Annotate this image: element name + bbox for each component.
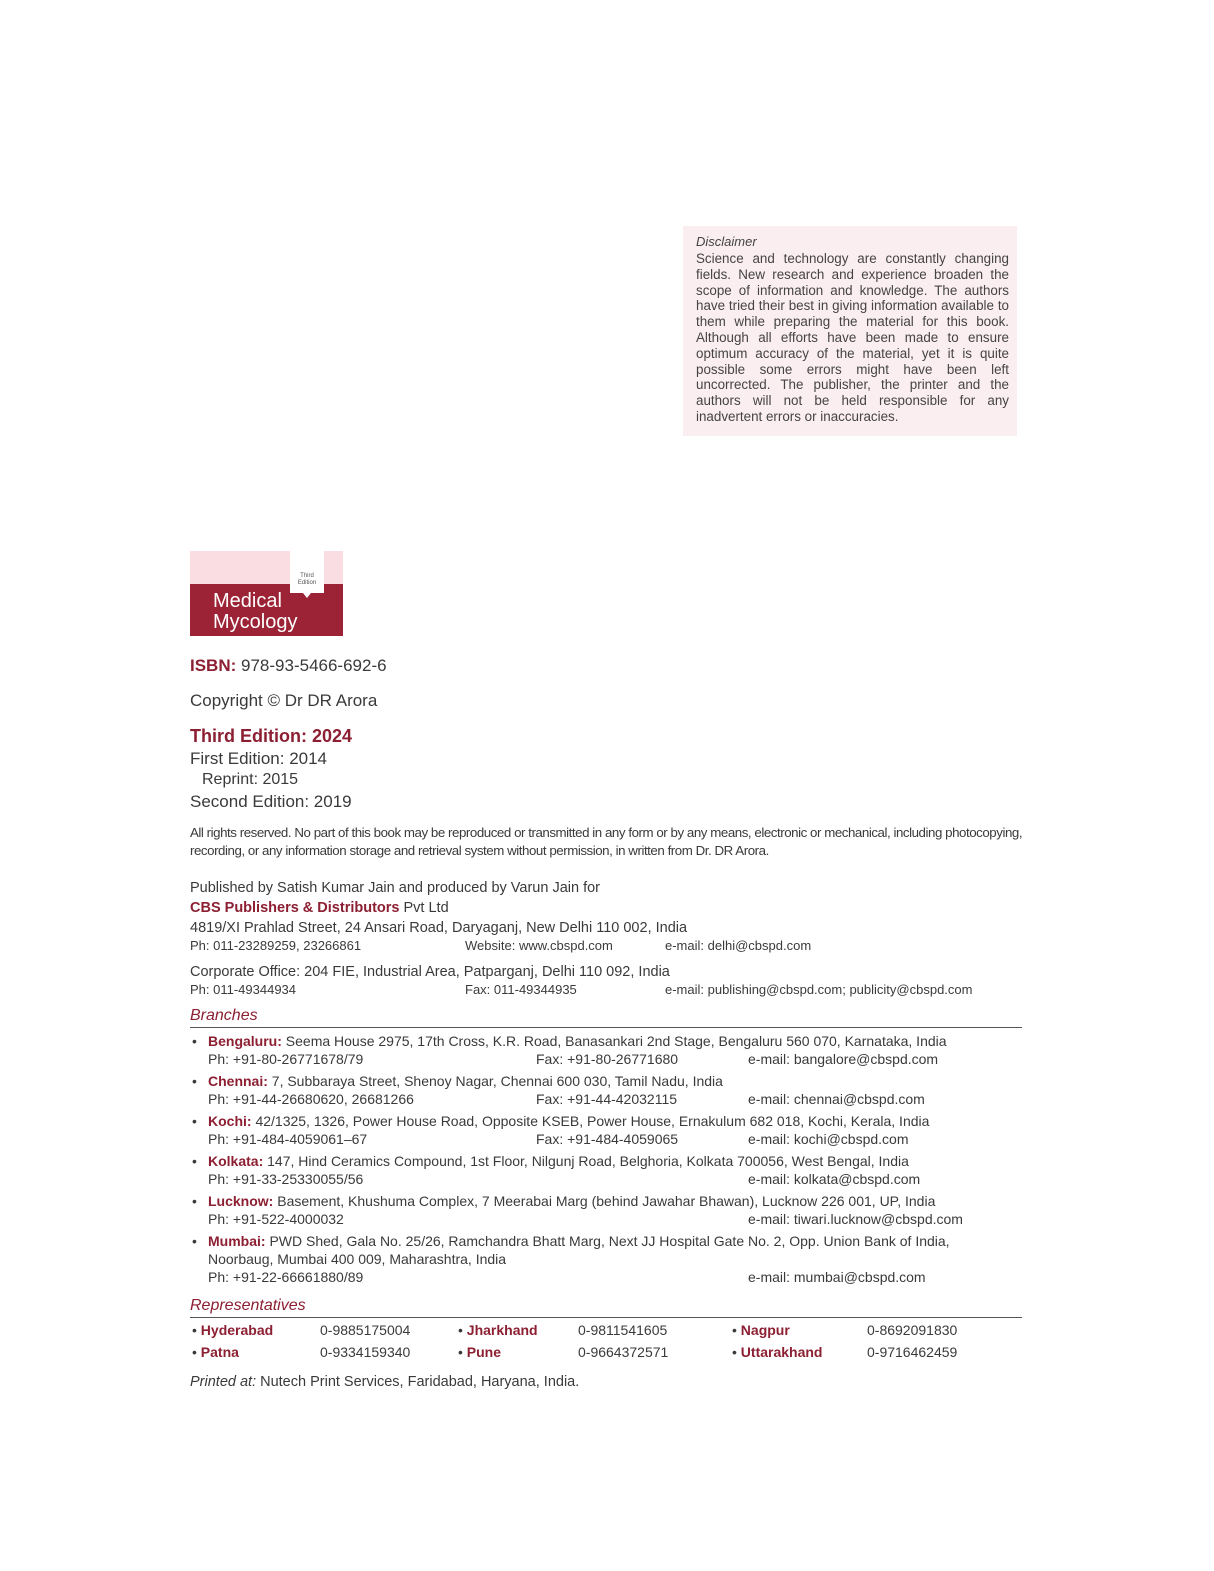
bullet-icon: • <box>192 1153 197 1169</box>
corporate-contact-row <box>190 982 1030 998</box>
publisher-contact-row <box>190 938 1030 954</box>
logo-title-line2: Mycology <box>213 611 298 633</box>
disclaimer-title: Disclaimer <box>696 234 757 249</box>
printed-at-label: Printed at: <box>190 1374 257 1390</box>
publisher-phone: Ph: 011-23289259, 23266861 <box>190 938 362 953</box>
representatives-heading: Representatives <box>190 1297 306 1314</box>
isbn-value: 978-93-5466-692-6 <box>241 656 387 675</box>
printed-at <box>190 1374 579 1390</box>
corporate-email[interactable]: e-mail: publishing@cbspd.com; publicity@cbspd.com <box>665 982 973 997</box>
branch-name: Mumbai: <box>208 1233 266 1249</box>
reprint: Reprint: 2015 <box>202 771 299 788</box>
branch-email[interactable]: e-mail: chennai@cbspd.com <box>748 1091 925 1107</box>
publisher-name-line <box>190 898 1030 918</box>
rep-item: • Hyderabad <box>192 1322 274 1338</box>
disclaimer-box <box>683 226 1017 436</box>
branch-address: Seema House 2975, 17th Cross, K.R. Road, Banasankari 2nd Stage, Bengaluru 560 070, Karnataka, India <box>281 1033 947 1049</box>
branch-phone: Ph: +91-44-26680620, 26681266 <box>208 1091 414 1107</box>
publisher-email[interactable]: e-mail: delhi@cbspd.com <box>665 938 812 953</box>
bullet-icon: • <box>192 1073 197 1089</box>
edition-tab <box>290 551 324 593</box>
bullet-icon: • <box>192 1233 197 1249</box>
rep-name: Uttarakhand <box>740 1344 823 1360</box>
branch-address: PWD Shed, Gala No. 25/26, Ramchandra Bhatt Marg, Next JJ Hospital Gate No. 2, Opp. Union Bank of India, Noorbaug, Mumbai 400 009, Maharashtra, India <box>208 1233 950 1267</box>
branches-heading: Branches <box>190 1007 258 1024</box>
branch-item <box>190 1032 1030 1068</box>
printed-at-value: Nutech Print Services, Faridabad, Haryana, India. <box>256 1374 580 1390</box>
branch-phone: Ph: +91-484-4059061–67 <box>208 1131 368 1147</box>
branch-address: 147, Hind Ceramics Compound, 1st Floor, Nilgunj Road, Belghoria, Kolkata 700056, West Bengal, India <box>263 1153 909 1169</box>
current-edition: Third Edition: 2024 <box>190 726 353 746</box>
rep-item: • Uttarakhand <box>732 1344 823 1360</box>
branches-divider <box>190 1027 1022 1028</box>
branch-fax: Fax: +91-44-42032115 <box>536 1091 678 1107</box>
branch-item <box>190 1112 1030 1148</box>
branch-email[interactable]: e-mail: bangalore@cbspd.com <box>748 1051 939 1067</box>
second-edition: Second Edition: 2019 <box>190 791 352 811</box>
branch-name: Kolkata: <box>208 1153 264 1169</box>
rep-name: Nagpur <box>740 1322 790 1338</box>
rep-phone: 0-9664372571 <box>578 1344 669 1360</box>
branch-name: Kochi: <box>208 1113 252 1129</box>
branch-email[interactable]: e-mail: kolkata@cbspd.com <box>748 1171 921 1187</box>
branch-item <box>190 1152 1030 1188</box>
logo-title-line1: Medical <box>213 590 282 612</box>
branch-item <box>190 1192 1030 1228</box>
rep-phone: 0-9334159340 <box>320 1344 411 1360</box>
branch-address: Basement, Khushuma Complex, 7 Meerabai Marg (behind Jawahar Bhawan), Lucknow 226 001, UP, India <box>273 1193 936 1209</box>
publisher-website[interactable]: Website: www.cbspd.com <box>465 938 613 953</box>
representatives-divider <box>190 1317 1022 1318</box>
branch-address: 7, Subbaraya Street, Shenoy Nagar, Chennai 600 030, Tamil Nadu, India <box>267 1073 723 1089</box>
rep-item: • Nagpur <box>732 1322 790 1338</box>
branch-phone: Ph: +91-22-66661880/89 <box>208 1269 364 1285</box>
rep-phone: 0-9811541605 <box>578 1322 668 1338</box>
branch-item <box>190 1232 1030 1286</box>
rep-name: Patna <box>200 1344 239 1360</box>
publisher-suffix: Pvt Ltd <box>399 900 449 916</box>
branch-email[interactable]: e-mail: tiwari.lucknow@cbspd.com <box>748 1211 963 1227</box>
publisher-address: 4819/XI Prahlad Street, 24 Ansari Road, Daryaganj, New Delhi 110 002, India <box>190 920 688 936</box>
rep-name: Hyderabad <box>200 1322 274 1338</box>
isbn-label: ISBN: <box>190 656 237 675</box>
rep-item: • Pune <box>458 1344 502 1360</box>
logo-title <box>213 591 297 633</box>
publisher-info <box>190 878 1030 998</box>
branch-fax: Fax: +91-80-26771680 <box>536 1051 679 1067</box>
publisher-line: Published by Satish Kumar Jain and produced by Varun Jain for <box>190 880 601 896</box>
first-edition: First Edition: 2014 <box>190 748 328 768</box>
book-logo <box>190 551 343 636</box>
branch-item <box>190 1072 1030 1108</box>
rep-phone: 0-9885175004 <box>320 1322 411 1338</box>
rep-phone: 0-9716462459 <box>867 1344 958 1360</box>
branch-name: Bengaluru: <box>208 1033 282 1049</box>
publisher-name: CBS Publishers & Distributors <box>190 900 400 916</box>
rep-item: • Jharkhand <box>458 1322 538 1338</box>
rights-statement: All rights reserved. No part of this book may be reproduced or transmitted in any form or by any means, electronic or mechanical, including photocopying, recording, or any information storage and retrieval system without permission, in written from Dr. DR Arora. <box>190 825 1023 858</box>
branches-section <box>190 1007 1030 1290</box>
edition-tab-line2: Edition <box>297 580 317 586</box>
corporate-phone: Ph: 011-49344934 <box>190 982 297 997</box>
bullet-icon: • <box>192 1193 197 1209</box>
branch-email[interactable]: e-mail: mumbai@cbspd.com <box>748 1269 926 1285</box>
isbn <box>190 656 387 676</box>
representatives-grid <box>190 1322 1030 1368</box>
branch-address: 42/1325, 1326, Power House Road, Opposite KSEB, Power House, Ernakulum 682 018, Kochi, Kerala, India <box>251 1113 930 1129</box>
rep-name: Jharkhand <box>466 1322 538 1338</box>
branch-name: Lucknow: <box>208 1193 274 1209</box>
edition-tab-line1: Third <box>300 573 314 579</box>
bullet-icon: • <box>192 1033 197 1049</box>
disclaimer-body: Science and technology are constantly changing fields. New research and experience broaden the scope of information and knowledge. The authors have tried their best in giving information available to them while preparing the material for this book. Although all efforts have been made to ensure optimum accuracy of the material, yet it is quite possible some errors might have been left uncorrected. The publisher, the printer and the authors will not be held responsible for any inadvertent errors or inaccuracies. <box>696 251 1009 424</box>
bullet-icon: • <box>192 1113 197 1129</box>
edition-history <box>190 726 352 812</box>
branch-phone: Ph: +91-33-25330055/56 <box>208 1171 364 1187</box>
branch-email[interactable]: e-mail: kochi@cbspd.com <box>748 1131 909 1147</box>
rep-name: Pune <box>466 1344 502 1360</box>
branch-phone: Ph: +91-522-4000032 <box>208 1211 344 1227</box>
corporate-office: Corporate Office: 204 FIE, Industrial Area, Patparganj, Delhi 110 092, India <box>190 964 670 980</box>
corporate-fax: Fax: 011-49344935 <box>465 982 577 997</box>
rep-item: • Patna <box>192 1344 239 1360</box>
copyright: Copyright © Dr DR Arora <box>190 691 378 710</box>
rep-phone: 0-8692091830 <box>867 1322 958 1338</box>
representatives-section <box>190 1297 1030 1368</box>
branch-phone: Ph: +91-80-26771678/79 <box>208 1051 364 1067</box>
branch-name: Chennai: <box>208 1073 268 1089</box>
branch-fax: Fax: +91-484-4059065 <box>536 1131 679 1147</box>
